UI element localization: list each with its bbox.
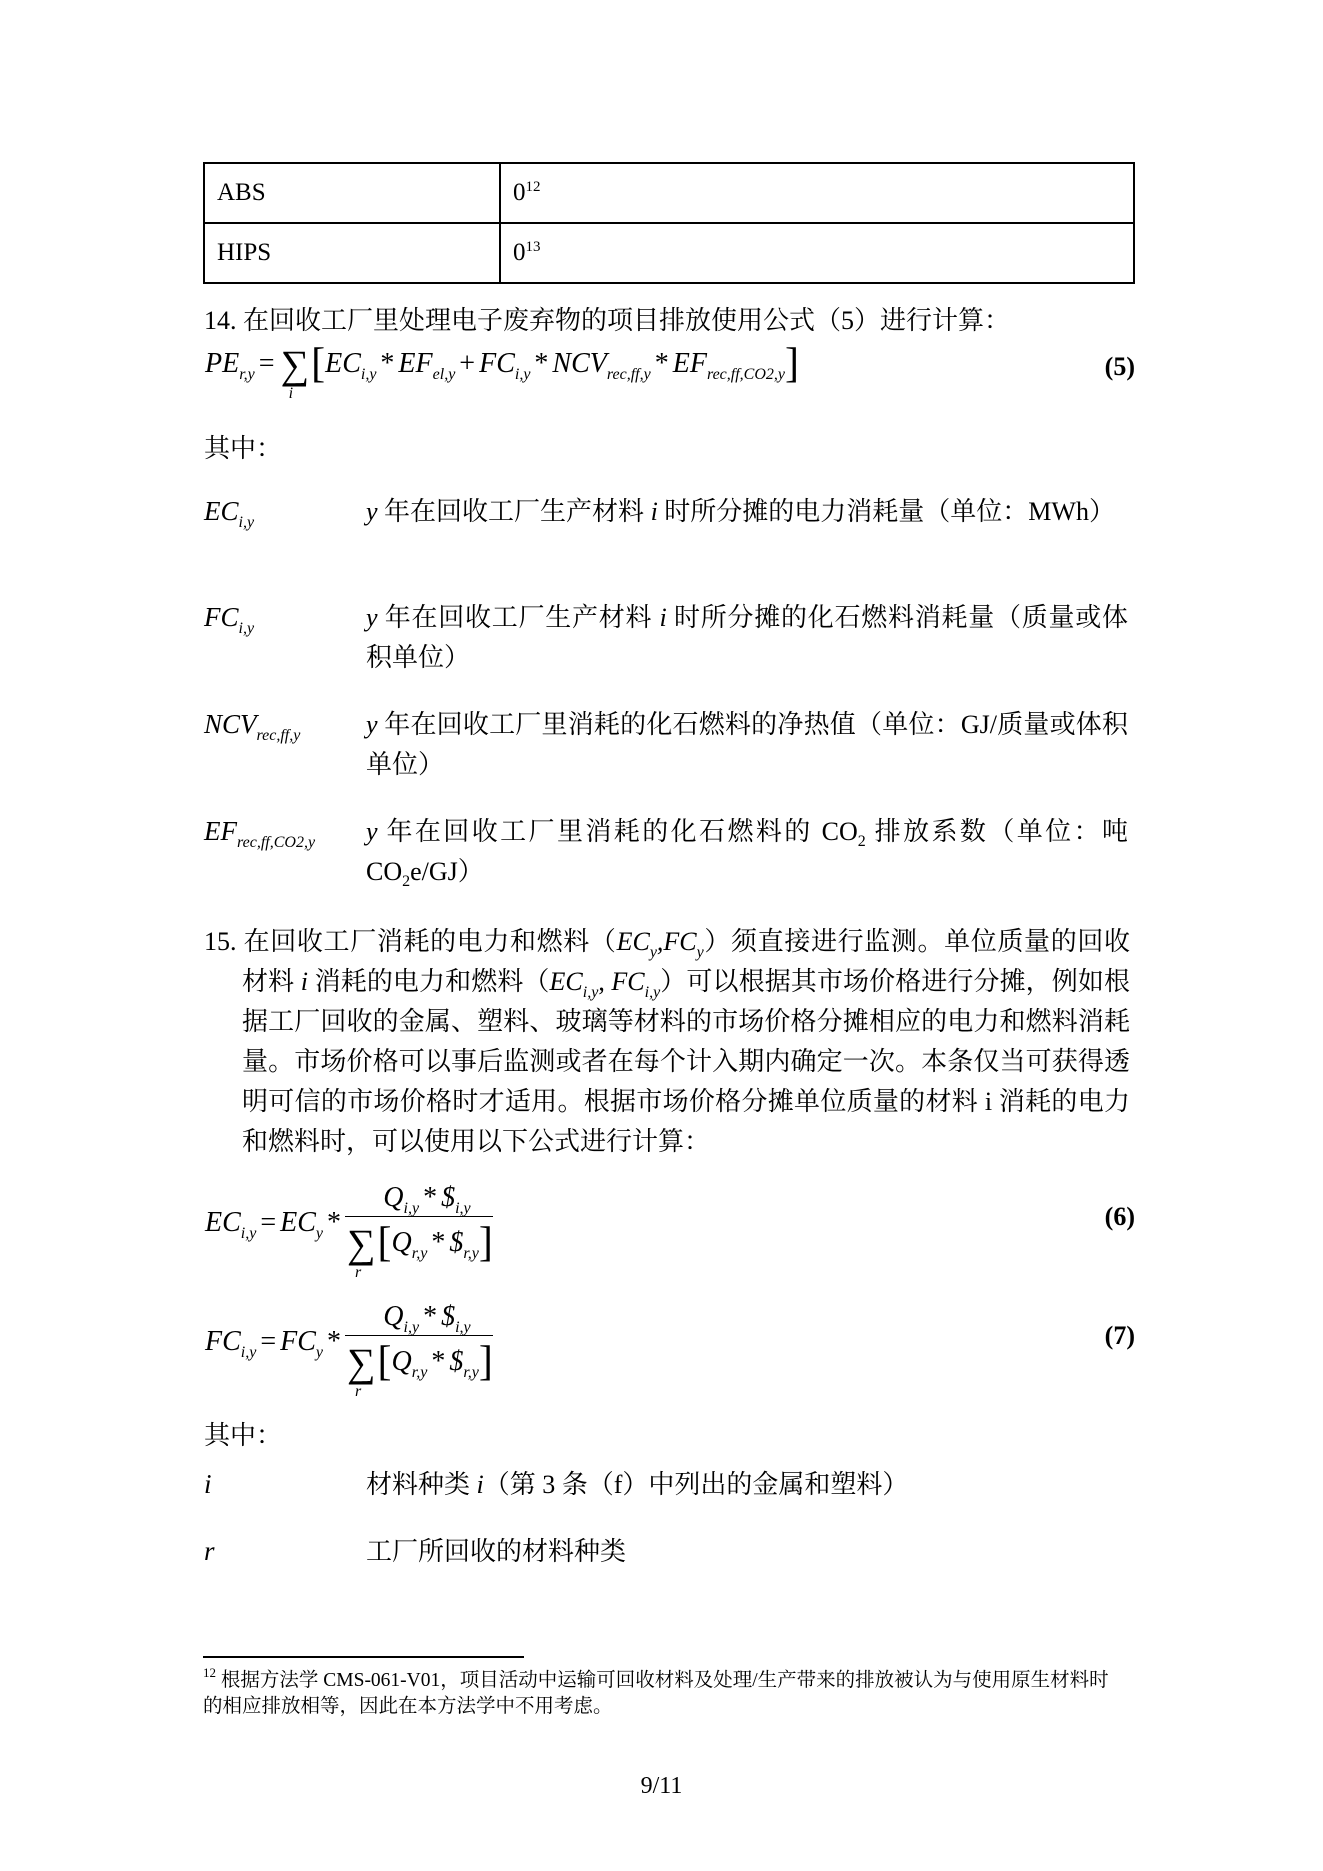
symbol-base: FC — [205, 1325, 241, 1357]
text-segment: 材料种类 — [366, 1470, 477, 1499]
symbol-base: Q — [391, 1346, 412, 1377]
math-symbol — [391, 1346, 428, 1381]
text-segment: , — [656, 927, 664, 956]
subscript: y — [649, 944, 657, 961]
subscript: i,y — [644, 984, 661, 1001]
math-symbol — [441, 1301, 471, 1336]
math-symbol — [325, 348, 377, 383]
math-symbol — [205, 1325, 257, 1361]
value: 0 — [513, 239, 526, 266]
symbol-subscript: r,y — [463, 1364, 479, 1381]
symbol-base: EC — [205, 1206, 241, 1238]
value: 0 — [513, 179, 526, 206]
math-symbol — [204, 816, 316, 851]
symbol-base: NCV — [204, 709, 257, 739]
summation-sign: ∑ r — [347, 1221, 376, 1281]
subscript: y — [696, 944, 704, 961]
math-symbol — [552, 348, 651, 383]
symbol-base: FC — [479, 348, 515, 379]
material-value — [500, 163, 1134, 223]
text-segment: ）须直接进行监测。单位质量的回收材料 — [242, 927, 1130, 996]
denominator — [345, 1336, 493, 1400]
bracket: ] — [785, 341, 799, 387]
math-symbol — [204, 1536, 215, 1566]
symbol-base: $ — [449, 1346, 464, 1377]
math-symbol — [449, 1346, 479, 1381]
symbol-subscript: i,y — [240, 1224, 257, 1242]
text-segment: y — [366, 710, 378, 739]
math-operator: * — [423, 1182, 438, 1213]
item-15-paragraph — [204, 922, 1130, 1162]
text-segment: 时所分摊的电力消耗量（单位：MWh） — [657, 497, 1115, 526]
equation-number-7: (7) — [1104, 1321, 1135, 1350]
text-segment: 15. 在回收工厂消耗的电力和燃料（ — [204, 927, 617, 956]
math-operator: * — [431, 1346, 446, 1377]
symbol-base: PE — [205, 348, 240, 379]
symbol-base: Q — [383, 1301, 404, 1332]
math-symbol — [204, 709, 301, 744]
math-operator: * — [327, 1325, 342, 1357]
definition-term — [204, 1536, 215, 1567]
definition-description — [366, 1532, 1128, 1572]
summation-index: r — [355, 1264, 362, 1281]
definition-term — [204, 1469, 212, 1500]
symbol-subscript: i,y — [238, 620, 255, 637]
text-segment: FC — [611, 967, 645, 996]
material-name: ABS — [204, 163, 500, 223]
equation-number-6: (6) — [1104, 1202, 1135, 1231]
math-symbol — [383, 1182, 420, 1217]
text-segment: 年在回收工厂生产材料 — [377, 497, 651, 526]
math-operator: * — [431, 1227, 446, 1258]
text-segment: 年在回收工厂里消耗的化石燃料的净热值（单位：GJ/质量或体积单位） — [366, 710, 1128, 779]
symbol-subscript: i,y — [455, 1319, 471, 1336]
symbol-subscript: i,y — [403, 1200, 420, 1217]
footnote-mark: 12 — [203, 1665, 216, 1680]
symbol-base: EC — [325, 348, 361, 379]
text-segment: FC — [663, 927, 697, 956]
bracket: [ — [377, 1220, 392, 1266]
math-symbol — [204, 496, 255, 531]
symbol-base: Q — [391, 1227, 412, 1258]
footnote-ref[interactable]: 13 — [525, 239, 541, 255]
definition-term — [204, 496, 255, 531]
text-segment: 排放系数（单位：吨CO — [366, 817, 1128, 886]
symbol-subscript: y — [315, 1224, 324, 1242]
math-operator: * — [327, 1206, 342, 1238]
text-segment: 年在回收工厂里消耗的化石燃料的 CO — [377, 817, 858, 846]
symbol-base: NCV — [552, 348, 607, 379]
symbol-base: i — [204, 1469, 212, 1499]
material-value — [500, 223, 1134, 283]
math-operator: * — [654, 348, 669, 379]
text-segment: i — [659, 603, 667, 632]
math-symbol — [383, 1301, 420, 1336]
bracket: ] — [478, 1220, 493, 1266]
subscript: i,y — [582, 984, 599, 1001]
math-symbol — [398, 348, 456, 383]
symbol-base: r — [204, 1536, 215, 1566]
symbol-base: EC — [280, 1206, 316, 1238]
math-operator: = — [260, 1325, 277, 1357]
math-symbol — [204, 602, 255, 637]
symbol-base: Q — [383, 1182, 404, 1213]
math-symbol — [280, 1206, 324, 1242]
item-14-text: 14. 在回收工厂里处理电子废弃物的项目排放使用公式（5）进行计算： — [204, 306, 1011, 335]
symbol-subscript: i,y — [455, 1200, 471, 1217]
text-segment: y — [366, 603, 378, 632]
equation-5 — [205, 340, 799, 402]
symbol-base: EF — [398, 348, 433, 379]
symbol-subscript: y — [315, 1343, 324, 1361]
table-row — [204, 163, 1134, 223]
table-row — [204, 223, 1134, 283]
math-symbol — [449, 1227, 479, 1262]
footnote-divider — [203, 1656, 524, 1658]
where-label: 其中： — [204, 434, 283, 463]
summation-index: i — [288, 385, 294, 402]
symbol-subscript: rec,ff,y — [606, 366, 651, 383]
symbol-base: $ — [449, 1227, 464, 1258]
text-segment: EC — [616, 927, 650, 956]
definition-description — [366, 492, 1128, 532]
symbol-subscript: i,y — [360, 366, 377, 383]
text-segment: 时所分摊的化石燃料消耗量（质量或体积单位） — [366, 603, 1128, 672]
materials-table — [203, 162, 1135, 284]
math-symbol — [205, 1206, 257, 1242]
page-number: 9/11 — [640, 1773, 683, 1799]
math-operator: + — [459, 348, 476, 379]
numerator — [345, 1182, 493, 1217]
math-symbol — [204, 1469, 212, 1499]
math-symbol — [391, 1227, 428, 1262]
text-segment: EC — [549, 967, 583, 996]
definition-description — [366, 705, 1128, 785]
equation-6 — [205, 1182, 493, 1281]
symbol-subscript: rec,ff,CO2,y — [237, 834, 316, 851]
math-symbol — [479, 348, 531, 383]
symbol-base: EC — [204, 496, 239, 526]
definition-term — [204, 709, 301, 744]
definition-description — [366, 598, 1128, 678]
summation-sign: ∑ r — [347, 1340, 376, 1400]
definition-description — [366, 812, 1128, 892]
math-operator: * — [534, 348, 549, 379]
text-segment: y — [366, 817, 378, 846]
fraction — [345, 1182, 493, 1281]
subscript: 2 — [402, 873, 411, 890]
symbol-subscript: rec,ff,CO2,y — [706, 366, 785, 383]
math-operator: * — [380, 348, 395, 379]
symbol-subscript: r,y — [411, 1364, 428, 1381]
summation-index: r — [355, 1383, 362, 1400]
footnote-text: 根据方法学 CMS-061-V01，项目活动中运输可回收材料及处理/生产带来的排放被认为与使用原生材料时的相应排放相等，因此在本方法学中不用考虑。 — [203, 1670, 1109, 1717]
symbol-base: $ — [441, 1182, 456, 1213]
symbol-subscript: el,y — [432, 366, 456, 383]
footnote-ref[interactable]: 12 — [525, 179, 541, 195]
numerator — [345, 1301, 493, 1336]
where-label-2: 其中： — [204, 1421, 283, 1450]
symbol-base: FC — [280, 1325, 316, 1357]
footnote-12 — [203, 1665, 1128, 1720]
symbol-base: FC — [204, 602, 239, 632]
equation-7 — [205, 1301, 493, 1400]
denominator — [345, 1217, 493, 1281]
math-operator: * — [423, 1301, 438, 1332]
math-symbol — [672, 348, 785, 383]
symbol-base: EF — [672, 348, 707, 379]
math-symbol — [205, 348, 255, 383]
symbol-subscript: r,y — [239, 366, 255, 383]
text-segment: 年在回收工厂生产材料 — [377, 603, 660, 632]
bracket: [ — [311, 341, 326, 387]
definition-term — [204, 816, 316, 851]
text-segment: i — [300, 967, 309, 996]
text-segment: （第 3 条（f）中列出的金属和塑料） — [483, 1470, 909, 1499]
symbol-subscript: i,y — [238, 514, 255, 531]
symbol-base: $ — [441, 1301, 456, 1332]
symbol-subscript: i,y — [403, 1319, 420, 1336]
summation-sign: ∑ i — [280, 342, 310, 402]
symbol-subscript: i,y — [514, 366, 531, 383]
bracket: ] — [478, 1339, 493, 1385]
bracket: [ — [377, 1339, 392, 1385]
symbol-subscript: r,y — [463, 1245, 479, 1262]
subscript: 2 — [857, 833, 866, 850]
text-segment: i — [650, 497, 658, 526]
math-symbol — [441, 1182, 471, 1217]
definition-description — [366, 1465, 1128, 1505]
math-symbol — [280, 1325, 324, 1361]
equation-number-5: (5) — [1104, 352, 1135, 381]
math-operator: = — [258, 348, 275, 379]
text-segment: , — [598, 967, 612, 996]
definition-term — [204, 602, 255, 637]
text-segment: 工厂所回收的材料种类 — [366, 1537, 627, 1566]
symbol-subscript: i,y — [240, 1343, 257, 1361]
text-segment: e/GJ） — [410, 857, 484, 886]
text-segment: i — [476, 1470, 484, 1499]
fraction — [345, 1301, 493, 1400]
text-segment: 消耗的电力和燃料（ — [308, 967, 550, 996]
symbol-base: EF — [204, 816, 237, 846]
math-operator: = — [260, 1206, 277, 1238]
text-segment: y — [366, 497, 378, 526]
text-segment: ）可以根据其市场价格进行分摊，例如根据工厂回收的金属、塑料、玻璃等材料的市场价格分摊相应的电力和燃料消耗量。市场价格可以事后监测或者在每个计入期内确定一次。本条仅当可获得透明可信的市场价格时才适用。根据市场价格分摊单位质量的材料 i 消耗的电力和燃料时，可以使用以下公式进行计算： — [242, 967, 1130, 1156]
symbol-subscript: r,y — [411, 1245, 428, 1262]
material-name: HIPS — [204, 223, 500, 283]
symbol-subscript: rec,ff,y — [256, 727, 301, 744]
